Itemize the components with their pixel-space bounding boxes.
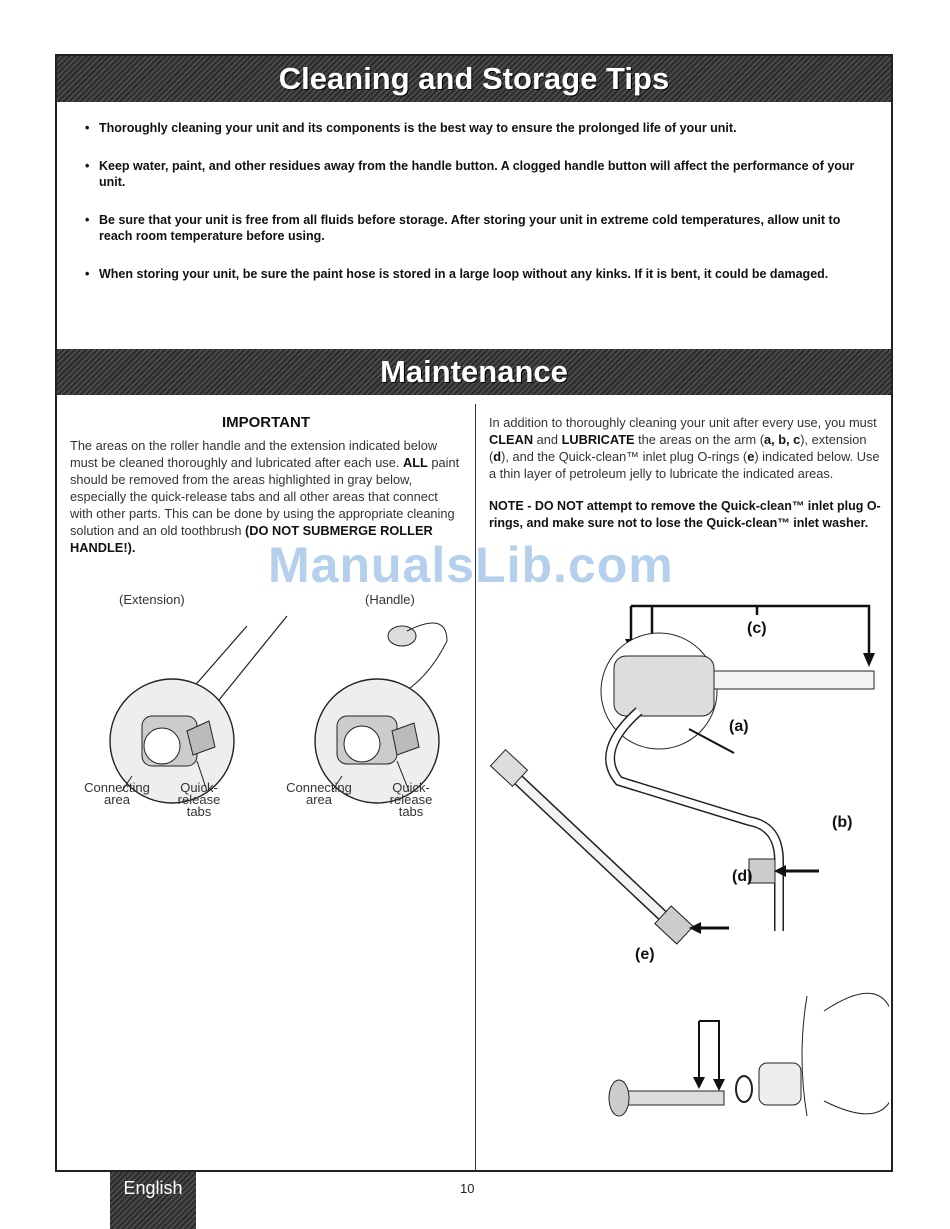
lubricate-paragraph: [489, 414, 884, 482]
ref-e: e: [747, 449, 755, 464]
lubricate-word: LUBRICATE: [561, 432, 635, 447]
important-all: ALL: [402, 455, 428, 470]
lubricate-text: ), extension (: [489, 432, 867, 464]
lubricate-text: ) indicated below. Use a thin layer of petroleum jelly to lubricate the indicated areas.: [489, 449, 880, 481]
connecting-area-label-2: Connecting area: [286, 780, 352, 807]
extension-label: (Extension): [119, 592, 185, 607]
callout-c: (c): [747, 620, 767, 637]
callout-b: (b): [832, 814, 853, 831]
lubricate-text: In addition to thoroughly cleaning your unit after every use, you must: [489, 415, 877, 430]
handle-label: (Handle): [365, 592, 415, 607]
callout-d: (d): [732, 868, 753, 885]
important-text-2: paint should be removed from the areas highlighted in gray below, especially the quick-release tabs and all other areas that connect with other parts. This can be done by using the appropriate cleaning solution and an old toothbrush: [70, 455, 460, 538]
page-number: 10: [460, 1181, 475, 1196]
important-warning: (DO NOT SUBMERGE ROLLER HANDLE!).: [70, 523, 433, 555]
tips-list: [85, 120, 865, 304]
important-heading: IMPORTANT: [221, 414, 311, 431]
note-paragraph: NOTE - DO NOT attempt to remove the Quick-clean™ inlet plug O-rings, and make sure not to lose the Quick-clean™ inlet washer.: [489, 499, 881, 530]
quick-release-label-2: Quick- release tabs: [389, 780, 433, 819]
tip-item: • Keep water, paint, and other residues away from the handle button. A clogged handle button will affect the performance of your unit.: [85, 158, 865, 190]
lubricate-text: ), and the Quick-clean™ inlet plug O-rings (: [501, 449, 748, 464]
language-tab: English: [110, 1172, 196, 1229]
lubricate-text: the areas on the arm (: [638, 432, 765, 447]
connecting-area-label-1: Connecting area: [84, 780, 150, 807]
callout-e: (e): [635, 946, 655, 963]
quick-release-label-1: Quick- release tabs: [177, 780, 221, 819]
tip-item: • Thoroughly cleaning your unit and its components is the best way to ensure the prolonged life of your unit.: [85, 120, 865, 136]
tip-item: • When storing your unit, be sure the paint hose is stored in a large loop without any kinks. If it is bent, it could be damaged.: [85, 266, 865, 282]
ref-d: d: [493, 449, 502, 464]
ref-abc: a, b, c: [764, 432, 801, 447]
clean-word: CLEAN: [489, 432, 534, 447]
section-title-maintenance: Maintenance: [57, 349, 891, 395]
callout-a: (a): [729, 718, 749, 735]
important-text-1: The areas on the roller handle and the extension indicated below must be cleaned thoroughly and lubricated after each use.: [70, 438, 438, 470]
and-word: and: [536, 432, 558, 447]
left-column: [70, 414, 462, 556]
watermark: ManualsLib.com: [268, 537, 674, 593]
tip-item: • Be sure that your unit is free from all fluids before storage. After storing your unit in extreme cold temperatures, allow unit to reach room temperature before using.: [85, 212, 865, 244]
page-frame: [55, 54, 893, 1172]
section-title-cleaning: Cleaning and Storage Tips: [57, 56, 891, 102]
column-divider: [475, 404, 476, 1172]
arm-illustration: [489, 601, 889, 1121]
right-column: [489, 414, 884, 532]
